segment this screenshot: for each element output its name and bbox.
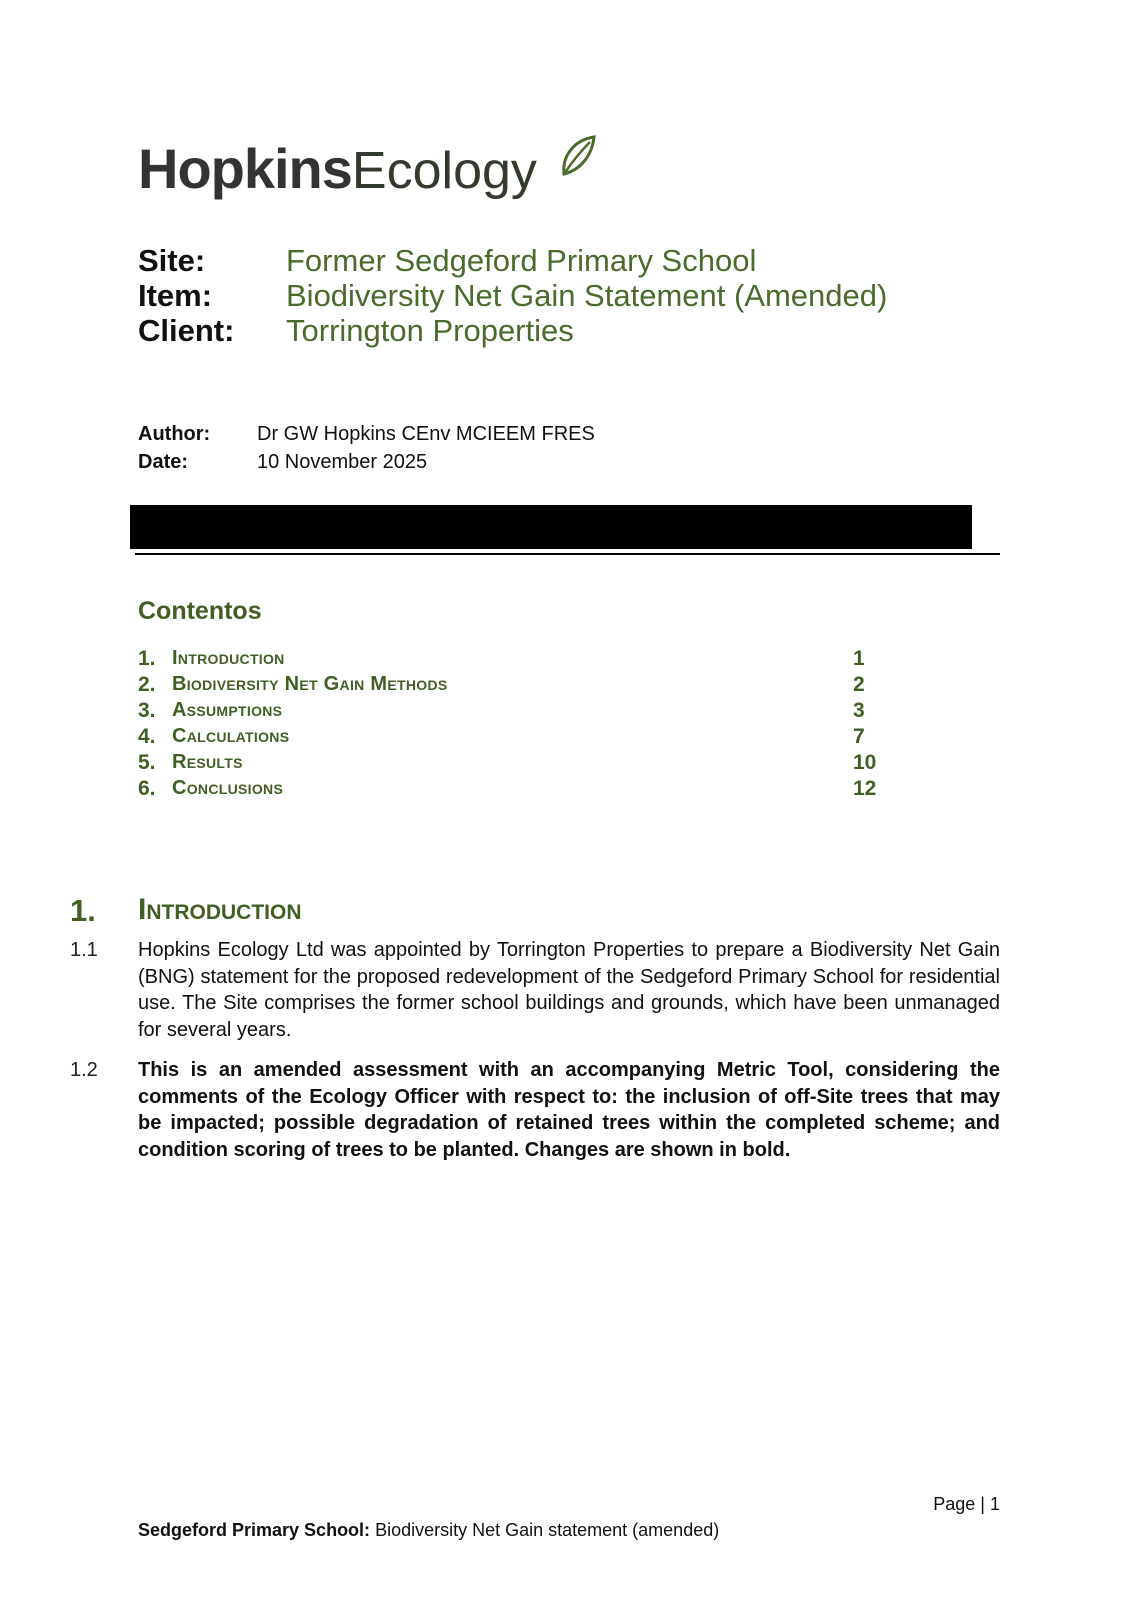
toc-item[interactable] — [138, 699, 878, 725]
toc-page: 2 — [853, 673, 865, 696]
toc-number: 6. — [138, 777, 156, 800]
item-value: Biodiversity Net Gain Statement (Amended) — [286, 278, 888, 313]
date-row — [138, 451, 427, 474]
toc-label: Assumptions — [172, 699, 283, 721]
section-title: Introduction — [138, 893, 302, 926]
toc-page: 12 — [853, 777, 877, 800]
toc-number: 4. — [138, 725, 156, 748]
item-label: Item: — [138, 278, 213, 313]
leaf-icon — [558, 134, 598, 178]
toc-label: Calculations — [172, 725, 290, 747]
toc-item[interactable] — [138, 777, 878, 803]
page-number: Page | 1 — [933, 1494, 1000, 1514]
contents-title: Contentos — [138, 597, 262, 625]
toc-number: 2. — [138, 673, 156, 696]
author-label: Author: — [138, 423, 211, 445]
paragraph: Hopkins Ecology Ltd was appointed by Torrington Properties to prepare a Biodiversity Net Gain (BNG) statement for the proposed redevelopment of the Sedgeford Primary School for residential use. The Site comprises the former school buildings and grounds, which have been unmanaged for several years. — [138, 939, 1000, 1041]
logo-text-ecology: Ecology — [351, 142, 537, 200]
toc-item[interactable] — [138, 647, 878, 673]
site-label: Site: — [138, 243, 206, 278]
toc-number: 3. — [138, 699, 156, 722]
author-value: Dr GW Hopkins CEnv MCIEEM FRES — [257, 423, 595, 445]
date-label: Date: — [138, 451, 189, 473]
item-row — [138, 278, 887, 314]
footer-doc-rest: Biodiversity Net Gain statement (amended) — [370, 1520, 720, 1540]
paragraph-number: 1.1 — [70, 939, 98, 961]
footer-doc-bold: Sedgeford Primary School: — [138, 1520, 371, 1540]
toc-label: Results — [172, 751, 243, 773]
toc-label: Biodiversity Net Gain Methods — [172, 673, 448, 695]
company-logo — [138, 136, 537, 208]
toc-page: 7 — [853, 725, 865, 748]
footer-text — [138, 1520, 719, 1541]
toc-page: 10 — [853, 751, 877, 774]
redaction-bar — [130, 505, 972, 549]
client-label: Client: — [138, 313, 235, 348]
toc-number: 5. — [138, 751, 156, 774]
logo-text-hopkins: Hopkins — [138, 137, 352, 200]
client-value: Torrington Properties — [286, 313, 574, 348]
toc-item[interactable] — [138, 751, 878, 777]
site-value: Former Sedgeford Primary School — [286, 243, 757, 278]
paragraph-bold: This is an amended assessment with an accompanying Metric Tool, considering the comments of the Ecology Officer with respect to: the inclusion of off-Site trees that may be impacted; possible degradation of retained trees within the completed scheme; and condition scoring of trees to be planted. Changes are shown in bold. — [138, 1059, 1000, 1161]
toc-page: 1 — [853, 647, 865, 670]
horizontal-rule — [135, 553, 1000, 555]
author-row — [138, 423, 595, 446]
site-row — [138, 243, 756, 279]
client-row — [138, 313, 574, 349]
date-value: 10 November 2025 — [257, 451, 428, 473]
section-number: 1. — [70, 893, 96, 928]
toc-page: 3 — [853, 699, 865, 722]
toc-label: Introduction — [172, 647, 285, 669]
toc-item[interactable] — [138, 673, 878, 699]
toc-number: 1. — [138, 647, 156, 670]
toc-label: Conclusions — [172, 777, 284, 799]
toc-item[interactable] — [138, 725, 878, 751]
paragraph-number: 1.2 — [70, 1059, 98, 1081]
